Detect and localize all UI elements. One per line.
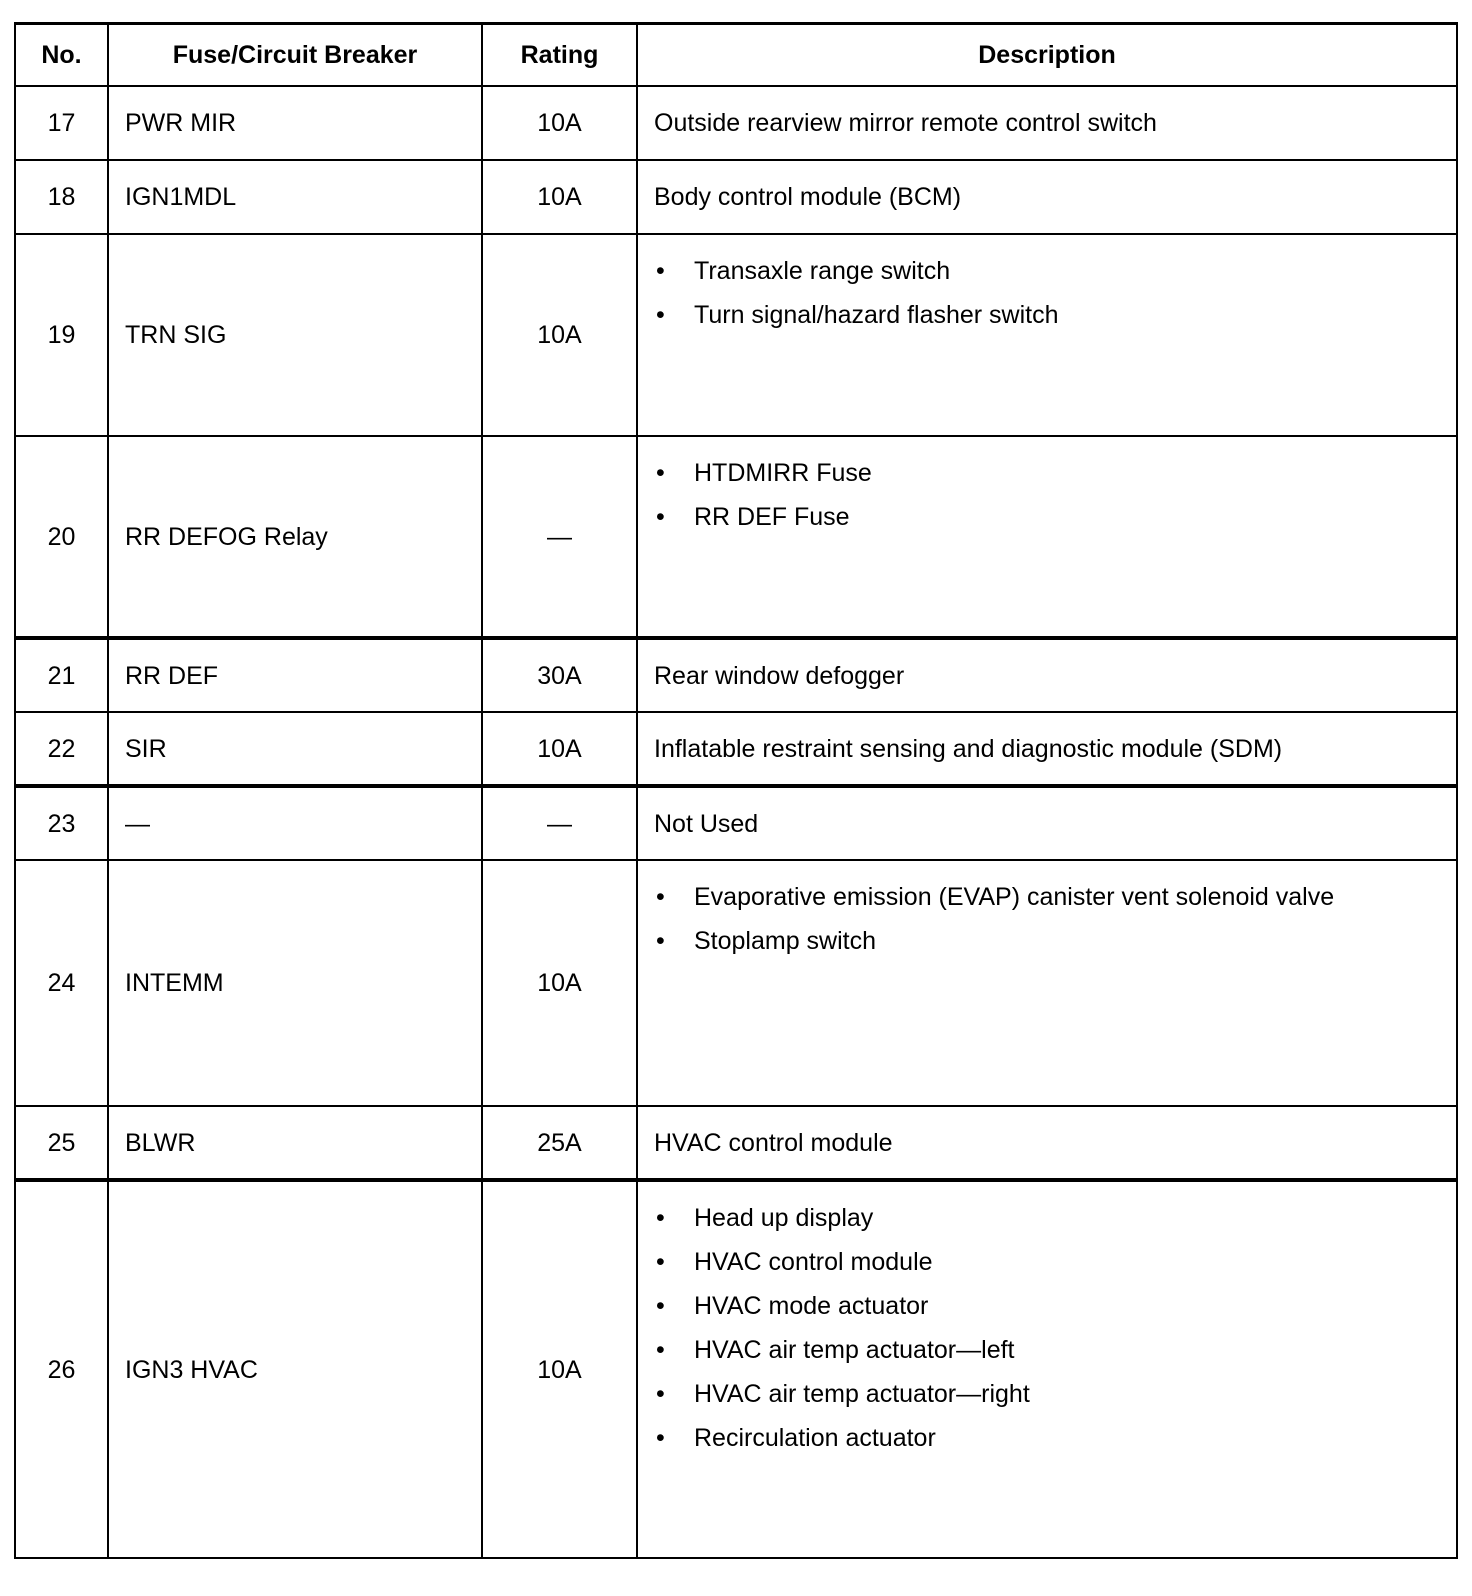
bullet-icon: • — [656, 503, 665, 531]
row-fuse: PWR MIR — [108, 86, 482, 160]
header-rating: Rating — [482, 24, 637, 87]
row-fuse: TRN SIG — [108, 234, 482, 436]
row-description: Rear window defogger — [637, 638, 1457, 712]
row-rating: 10A — [482, 234, 637, 436]
description-list — [654, 1196, 1440, 1460]
list-item: • Transaxle range switch — [654, 249, 1440, 293]
list-item: • Turn signal/hazard flasher switch — [654, 293, 1440, 337]
row-description: Outside rearview mirror remote control switch — [637, 86, 1457, 160]
table-row — [15, 786, 1457, 860]
row-rating: 10A — [482, 712, 637, 786]
bullet-icon: • — [656, 1380, 665, 1408]
bullet-icon: • — [656, 1204, 665, 1232]
row-fuse: BLWR — [108, 1106, 482, 1180]
row-description — [637, 234, 1457, 436]
row-number: 18 — [15, 160, 108, 234]
header-no: No. — [15, 24, 108, 87]
list-item: • HVAC control module — [654, 1240, 1440, 1284]
row-fuse: — — [108, 786, 482, 860]
row-number: 17 — [15, 86, 108, 160]
list-item: • Stoplamp switch — [654, 919, 1440, 963]
row-fuse: IGN3 HVAC — [108, 1180, 482, 1558]
table-row — [15, 1106, 1457, 1180]
bullet-icon: • — [656, 1248, 665, 1276]
description-list — [654, 451, 1440, 539]
row-description: Inflatable restraint sensing and diagnostic module (SDM) — [637, 712, 1457, 786]
row-number: 21 — [15, 638, 108, 712]
row-rating: 10A — [482, 1180, 637, 1558]
row-rating: 30A — [482, 638, 637, 712]
bullet-icon: • — [656, 883, 665, 911]
list-item: • HTDMIRR Fuse — [654, 451, 1440, 495]
bullet-icon: • — [656, 1424, 665, 1452]
row-rating: 10A — [482, 860, 637, 1106]
bullet-icon: • — [656, 257, 665, 285]
table-row — [15, 436, 1457, 638]
bullet-icon: • — [656, 1292, 665, 1320]
row-rating: — — [482, 786, 637, 860]
header-row — [15, 24, 1457, 87]
row-description: Body control module (BCM) — [637, 160, 1457, 234]
row-number: 26 — [15, 1180, 108, 1558]
row-fuse: RR DEF — [108, 638, 482, 712]
fuse-table — [14, 22, 1458, 1559]
row-description — [637, 1180, 1457, 1558]
list-item: • RR DEF Fuse — [654, 495, 1440, 539]
row-description: Not Used — [637, 786, 1457, 860]
row-rating: 25A — [482, 1106, 637, 1180]
table-row — [15, 860, 1457, 1106]
row-fuse: SIR — [108, 712, 482, 786]
row-description — [637, 860, 1457, 1106]
row-number: 23 — [15, 786, 108, 860]
table-row — [15, 638, 1457, 712]
row-rating: — — [482, 436, 637, 638]
row-description — [637, 436, 1457, 638]
description-list — [654, 875, 1440, 963]
row-description: HVAC control module — [637, 1106, 1457, 1180]
row-number: 19 — [15, 234, 108, 436]
row-rating: 10A — [482, 86, 637, 160]
list-item: • Evaporative emission (EVAP) canister vent solenoid valve — [654, 875, 1440, 919]
table-row — [15, 712, 1457, 786]
bullet-icon: • — [656, 301, 665, 329]
row-fuse: IGN1MDL — [108, 160, 482, 234]
list-item: • Recirculation actuator — [654, 1416, 1440, 1460]
row-rating: 10A — [482, 160, 637, 234]
list-item: • HVAC air temp actuator—left — [654, 1328, 1440, 1372]
table-row — [15, 234, 1457, 436]
row-number: 20 — [15, 436, 108, 638]
header-description: Description — [637, 24, 1457, 87]
row-number: 24 — [15, 860, 108, 1106]
list-item: • HVAC air temp actuator—right — [654, 1372, 1440, 1416]
bullet-icon: • — [656, 927, 665, 955]
row-fuse: RR DEFOG Relay — [108, 436, 482, 638]
table-row — [15, 160, 1457, 234]
list-item: • Head up display — [654, 1196, 1440, 1240]
row-number: 25 — [15, 1106, 108, 1180]
description-list — [654, 249, 1440, 337]
list-item: • HVAC mode actuator — [654, 1284, 1440, 1328]
row-number: 22 — [15, 712, 108, 786]
bullet-icon: • — [656, 459, 665, 487]
table-row — [15, 86, 1457, 160]
bullet-icon: • — [656, 1336, 665, 1364]
row-fuse: INTEMM — [108, 860, 482, 1106]
table-row — [15, 1180, 1457, 1558]
header-fuse: Fuse/Circuit Breaker — [108, 24, 482, 87]
